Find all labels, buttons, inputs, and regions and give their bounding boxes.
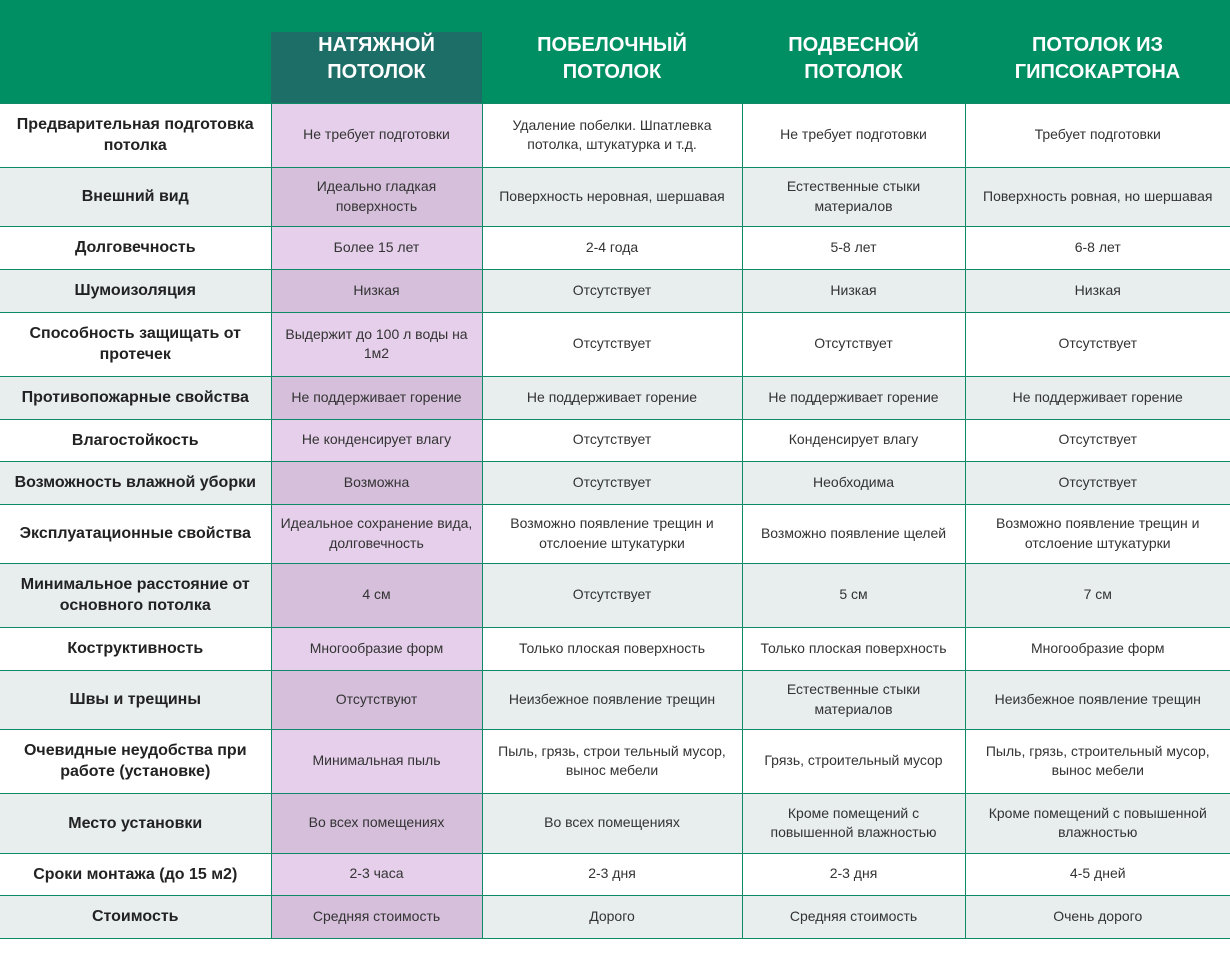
cell-stretch: Возможна <box>271 461 482 504</box>
cell-whitewash: Неизбежное появление трещин <box>482 670 742 729</box>
header-line: ПОТОЛОК <box>327 61 426 83</box>
row-label: Предварительная подготовка потолка <box>0 103 271 167</box>
header-row <box>0 0 1230 103</box>
cell-whitewash: Во всех помещениях <box>482 793 742 853</box>
row-label: Противопожарные свойства <box>0 376 271 419</box>
row-label: Способность защищать от протечек <box>0 312 271 376</box>
cell-drywall: Отсутствует <box>965 312 1230 376</box>
row-label: Влагостойкость <box>0 419 271 461</box>
table-row <box>0 312 1230 376</box>
cell-whitewash: 2-3 дня <box>482 853 742 895</box>
cell-drywall: 4-5 дней <box>965 853 1230 895</box>
cell-whitewash: Отсутствует <box>482 461 742 504</box>
cell-whitewash: Пыль, грязь, строи тельный мусор, вынос мебели <box>482 729 742 793</box>
table-row <box>0 167 1230 226</box>
header-drywall-ceiling <box>965 0 1230 103</box>
table-row <box>0 853 1230 895</box>
row-label: Эксплуатационные свойства <box>0 504 271 563</box>
row-label: Швы и трещины <box>0 670 271 729</box>
table-row <box>0 103 1230 167</box>
header-stretch-ceiling <box>271 0 482 103</box>
cell-suspended: Средняя стоимость <box>742 895 965 938</box>
row-label: Очевидные неудобства при работе (установке) <box>0 729 271 793</box>
cell-suspended: 5 см <box>742 563 965 627</box>
header-empty-cell <box>0 0 271 103</box>
header-line: ПОТОЛОК <box>804 61 903 83</box>
row-label: Долговечность <box>0 226 271 269</box>
cell-whitewash: 2-4 года <box>482 226 742 269</box>
cell-drywall: Не поддерживает горение <box>965 376 1230 419</box>
cell-suspended: 5-8 лет <box>742 226 965 269</box>
cell-drywall: Многообразие форм <box>965 627 1230 670</box>
cell-drywall: Отсутствует <box>965 419 1230 461</box>
cell-stretch: Идеально гладкая поверхность <box>271 167 482 226</box>
cell-suspended: Отсутствует <box>742 312 965 376</box>
cell-drywall: Отсутствует <box>965 461 1230 504</box>
row-label: Сроки монтажа (до 15 м2) <box>0 853 271 895</box>
cell-drywall: Поверхность ровная, но шершавая <box>965 167 1230 226</box>
row-label: Стоимость <box>0 895 271 938</box>
cell-stretch: Идеальное сохранение вида, долговечность <box>271 504 482 563</box>
row-label: Возможность влажной уборки <box>0 461 271 504</box>
cell-stretch: 4 см <box>271 563 482 627</box>
table-row <box>0 269 1230 312</box>
cell-whitewash: Отсутствует <box>482 563 742 627</box>
cell-stretch: Выдержит до 100 л воды на 1м2 <box>271 312 482 376</box>
table-row <box>0 729 1230 793</box>
header-line: ПОТОЛОК ИЗ <box>1032 34 1163 56</box>
header-line: ПОДВЕСНОЙ <box>788 34 919 56</box>
cell-suspended: Не поддерживает горение <box>742 376 965 419</box>
cell-stretch: 2-3 часа <box>271 853 482 895</box>
cell-drywall: Требует подготовки <box>965 103 1230 167</box>
cell-drywall: Пыль, грязь, строительный мусор, вынос мебели <box>965 729 1230 793</box>
cell-whitewash: Отсутствует <box>482 312 742 376</box>
header-line: ПОБЕЛОЧНЫЙ <box>537 34 687 56</box>
cell-stretch: Во всех помещениях <box>271 793 482 853</box>
cell-suspended: Конденсирует влагу <box>742 419 965 461</box>
cell-stretch: Не конденсирует влагу <box>271 419 482 461</box>
cell-whitewash: Дорого <box>482 895 742 938</box>
cell-suspended: Не требует подготовки <box>742 103 965 167</box>
cell-suspended: Только плоская поверхность <box>742 627 965 670</box>
cell-whitewash: Отсутствует <box>482 419 742 461</box>
cell-drywall: Низкая <box>965 269 1230 312</box>
cell-drywall: Неизбежное появление трещин <box>965 670 1230 729</box>
cell-suspended: Естественные стыки материалов <box>742 167 965 226</box>
cell-whitewash: Только плоская поверхность <box>482 627 742 670</box>
cell-suspended: Возможно появление щелей <box>742 504 965 563</box>
row-label: Внешний вид <box>0 167 271 226</box>
header-line: ПОТОЛОК <box>562 61 662 83</box>
table-row <box>0 226 1230 269</box>
header-line: НАТЯЖНОЙ <box>318 34 435 56</box>
cell-whitewash: Возможно появление трещин и отслоение штукатурки <box>482 504 742 563</box>
cell-suspended: Кроме помещений с повышенной влажностью <box>742 793 965 853</box>
table-row <box>0 376 1230 419</box>
cell-stretch: Многообразие форм <box>271 627 482 670</box>
cell-suspended: Низкая <box>742 269 965 312</box>
cell-suspended: Необходима <box>742 461 965 504</box>
row-label: Коструктивность <box>0 627 271 670</box>
cell-drywall: Возможно появление трещин и отслоение штукатурки <box>965 504 1230 563</box>
cell-suspended: Грязь, строительный мусор <box>742 729 965 793</box>
cell-drywall: 7 см <box>965 563 1230 627</box>
table-row <box>0 504 1230 563</box>
cell-stretch: Не поддерживает горение <box>271 376 482 419</box>
table-row <box>0 793 1230 853</box>
header-whitewash-ceiling <box>482 0 742 103</box>
table-row <box>0 419 1230 461</box>
table-row <box>0 461 1230 504</box>
row-label: Шумоизоляция <box>0 269 271 312</box>
table-row <box>0 563 1230 627</box>
row-label: Место установки <box>0 793 271 853</box>
cell-stretch: Не требует подготовки <box>271 103 482 167</box>
cell-stretch: Минимальная пыль <box>271 729 482 793</box>
row-label: Минимальное расстояние от основного потолка <box>0 563 271 627</box>
table-row <box>0 895 1230 938</box>
cell-stretch: Отсутствуют <box>271 670 482 729</box>
cell-whitewash: Не поддерживает горение <box>482 376 742 419</box>
cell-whitewash: Поверхность неровная, шершавая <box>482 167 742 226</box>
cell-suspended: Естественные стыки материалов <box>742 670 965 729</box>
cell-stretch: Средняя стоимость <box>271 895 482 938</box>
cell-stretch: Низкая <box>271 269 482 312</box>
header-suspended-ceiling <box>742 0 965 103</box>
cell-whitewash: Отсутствует <box>482 269 742 312</box>
table-row <box>0 670 1230 729</box>
cell-stretch: Более 15 лет <box>271 226 482 269</box>
cell-drywall: Кроме помещений с повышенной влажностью <box>965 793 1230 853</box>
cell-whitewash: Удаление побелки. Шпатлевка потолка, штукатурка и т.д. <box>482 103 742 167</box>
table-row <box>0 627 1230 670</box>
cell-drywall: 6-8 лет <box>965 226 1230 269</box>
header-line: ГИПСОКАРТОНА <box>1014 61 1181 83</box>
cell-drywall: Очень дорого <box>965 895 1230 938</box>
cell-suspended: 2-3 дня <box>742 853 965 895</box>
